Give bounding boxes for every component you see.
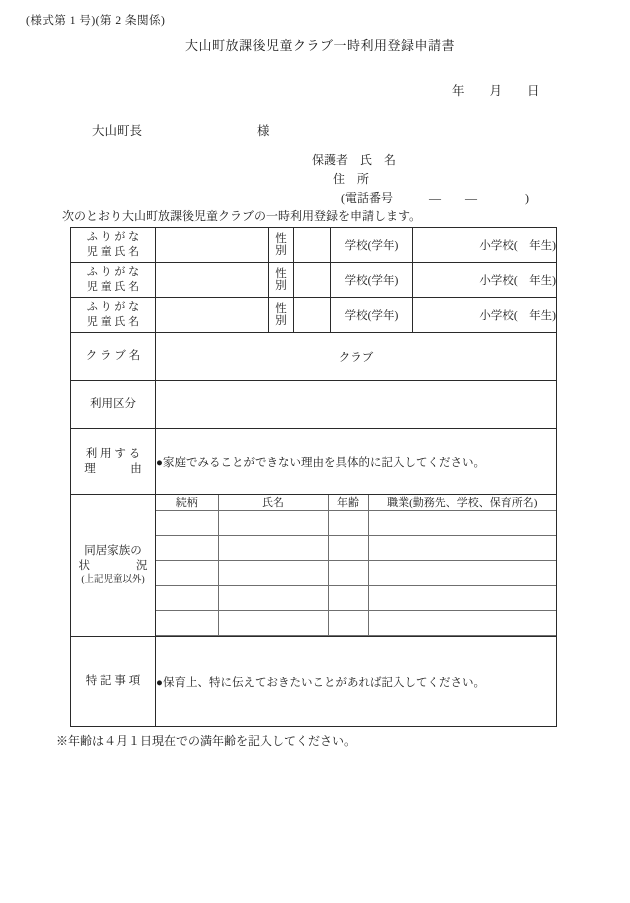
child-row-1: [71, 228, 557, 263]
school-field: 小学校( 年生): [413, 263, 557, 298]
age-header: 年齢: [328, 495, 368, 511]
child-name-label: ふ り が な 児 童 氏 名: [71, 263, 156, 298]
usage-reason-row: [71, 429, 557, 495]
school-field: 小学校( 年生): [413, 228, 557, 263]
relationship-field: [156, 611, 218, 636]
family-table-header: [156, 495, 556, 511]
school-field: 小学校( 年生): [413, 298, 557, 333]
usage-category-field: [156, 381, 557, 429]
age-field: [328, 561, 368, 586]
family-row: [71, 495, 557, 637]
family-member-row: [156, 611, 556, 636]
addressee-row: [92, 121, 270, 139]
occupation-field: [368, 511, 556, 536]
gender-field: [294, 263, 331, 298]
gender-field: [294, 298, 331, 333]
family-member-row: [156, 511, 556, 536]
usage-reason-field: ●家庭でみることができない理由を具体的に記入してください。: [156, 429, 557, 495]
child-row-3: [71, 298, 557, 333]
special-notes-field: ●保育上、特に伝えておきたいことがあれば記入してください。: [156, 637, 557, 727]
usage-category-row: [71, 381, 557, 429]
age-field: [328, 511, 368, 536]
phone-label: (電話番号 ― ― ): [341, 191, 529, 205]
name-field: [218, 511, 328, 536]
name-field: [218, 536, 328, 561]
addressee: 大山町長: [92, 124, 143, 138]
guardian-block: [312, 151, 529, 208]
family-label: 同居家族の 状 況 (上記児童以外): [71, 495, 156, 637]
name-field: [218, 586, 328, 611]
club-name-field: クラブ: [156, 333, 557, 381]
gender-field: [294, 228, 331, 263]
usage-category-label: 利用区分: [71, 381, 156, 429]
relationship-field: [156, 511, 218, 536]
school-label: 学校(学年): [331, 298, 413, 333]
addressee-honorific: 様: [257, 124, 270, 138]
date-line: 年 月 日: [452, 84, 540, 98]
occupation-field: [368, 586, 556, 611]
child-name-label: ふ り が な 児 童 氏 名: [71, 228, 156, 263]
club-name-row: [71, 333, 557, 381]
family-member-row: [156, 561, 556, 586]
relationship-field: [156, 536, 218, 561]
relationship-field: [156, 586, 218, 611]
application-table: [70, 227, 557, 727]
form-reference: (様式第 1 号)(第 2 条関係): [26, 15, 166, 27]
family-table-cell: [156, 495, 557, 637]
special-notes-label: 特 記 事 項: [71, 637, 156, 727]
gender-label: 性 別: [269, 298, 294, 333]
child-name-field: [156, 298, 269, 333]
occupation-header: 職業(勤務先、学校、保育所名): [368, 495, 556, 511]
page-title: 大山町放課後児童クラブ一時利用登録申請書: [184, 38, 455, 53]
club-name-label: ク ラ ブ 名: [71, 333, 156, 381]
occupation-field: [368, 611, 556, 636]
address-label: 住 所: [333, 172, 370, 186]
gender-label: 性 別: [269, 263, 294, 298]
usage-reason-label: 利 用 す る 理 由: [71, 429, 156, 495]
school-label: 学校(学年): [331, 263, 413, 298]
relationship-field: [156, 561, 218, 586]
name-field: [218, 561, 328, 586]
age-field: [328, 536, 368, 561]
intro-sentence: 次のとおり大山町放課後児童クラブの一時利用登録を申請します。: [62, 209, 422, 223]
occupation-field: [368, 536, 556, 561]
family-member-row: [156, 536, 556, 561]
age-field: [328, 586, 368, 611]
family-member-row: [156, 586, 556, 611]
name-field: [218, 611, 328, 636]
guardian-name-label: 保護者 氏 名: [312, 153, 397, 167]
relationship-header: 続柄: [156, 495, 218, 511]
gender-label: 性 別: [269, 228, 294, 263]
child-name-field: [156, 263, 269, 298]
name-header: 氏名: [218, 495, 328, 511]
family-members-table: [156, 495, 556, 636]
special-notes-row: [71, 637, 557, 727]
occupation-field: [368, 561, 556, 586]
child-name-label: ふ り が な 児 童 氏 名: [71, 298, 156, 333]
child-row-2: [71, 263, 557, 298]
age-field: [328, 611, 368, 636]
child-name-field: [156, 228, 269, 263]
school-label: 学校(学年): [331, 228, 413, 263]
age-footnote: ※年齢は４月１日現在での満年齢を記入してください。: [56, 734, 357, 748]
